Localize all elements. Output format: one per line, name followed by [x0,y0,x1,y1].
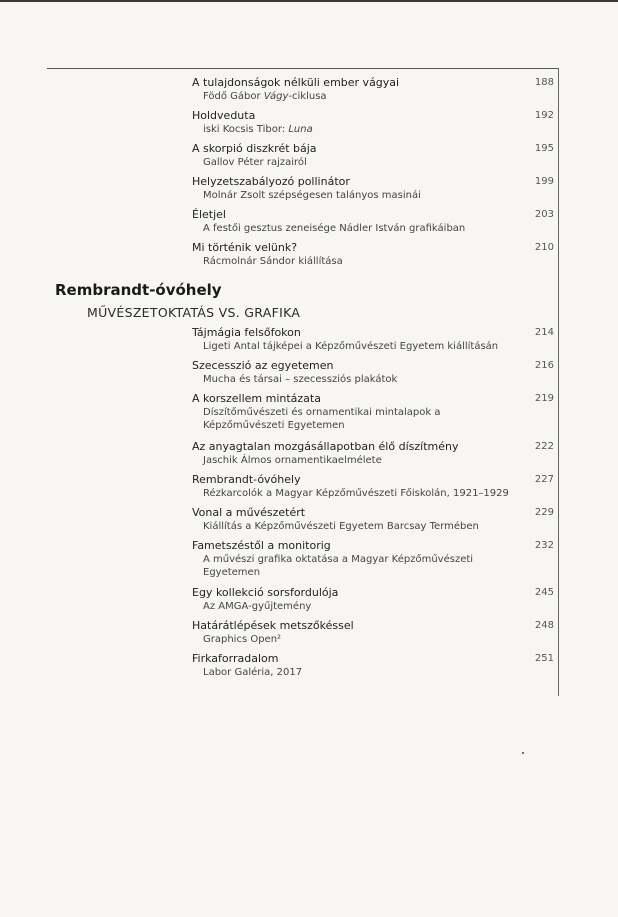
entry-title: Az anyagtalan mozgásállapotban élő díszítmény [192,440,459,453]
entry-subtitle: Graphics Open² [203,634,282,645]
subsection-title: MŰVÉSZETOKTATÁS VS. GRAFIKA [87,305,301,320]
section-title: Rembrandt-óvóhely [55,281,222,299]
entry-subtitle: Molnár Zsolt szépségesen talányos masinái [203,190,421,201]
entry-subtitle: Födő Gábor Vágy-ciklusa [203,91,327,102]
entry-title: Fametszéstől a monitorig [192,539,331,552]
entry-page: 210 [534,242,554,253]
entry-title: Helyzetszabályozó pollinátor [192,175,350,188]
toc-entry[interactable] [192,241,554,268]
entry-page: 222 [534,441,554,452]
toc-entry[interactable] [192,175,554,202]
entry-subtitle: Kiállítás a Képzőművészeti Egyetem Barcsay Termében [203,521,479,532]
toc-entry[interactable] [192,619,554,646]
entry-title: Életjel [192,208,226,221]
entry-subtitle: Az AMGA-gyűjtemény [203,601,312,612]
entry-page: 219 [534,393,554,404]
page-top-edge [0,0,618,2]
toc-entry[interactable] [192,473,554,500]
entry-title: Határátlépések metszőkéssel [192,619,354,632]
entry-page: 251 [534,653,554,664]
entry-subtitle: A festői gesztus zeneisége Nádler István grafikáiban [203,223,466,234]
entry-title: Tájmágia felsőfokon [192,326,301,339]
entry-subtitle: A művészi grafika oktatása a Magyar Képzőművészeti [203,554,474,565]
entry-title: Holdveduta [192,109,256,122]
entry-page: 245 [534,587,554,598]
entry-subtitle: Gallov Péter rajzairól [203,157,307,168]
entry-title: Vonal a művészetért [192,506,306,519]
toc-entry[interactable] [192,539,554,579]
toc-entry[interactable] [192,76,554,103]
toc-entry[interactable] [192,359,554,386]
header-rule [47,68,558,69]
entry-subtitle: iski Kocsis Tibor: Luna [203,124,313,135]
entry-page: 199 [534,176,554,187]
entry-page: 229 [534,507,554,518]
entry-page: 214 [534,327,554,338]
entry-subtitle: Ligeti Antal tájképei a Képzőművészeti Egyetem kiállításán [203,341,499,352]
entry-subtitle: Mucha és társai – szecessziós plakátok [203,374,398,385]
entry-subtitle: Rácmolnár Sándor kiállítása [203,256,343,267]
entry-title: Rembrandt-óvóhely [192,473,301,486]
toc-entry[interactable] [192,652,554,679]
entry-page: 216 [534,360,554,371]
entry-page: 232 [534,540,554,551]
entry-title: A skorpió diszkrét bája [192,142,317,155]
toc-entry[interactable] [192,142,554,169]
entry-page: 203 [534,209,554,220]
stray-mark [522,752,524,754]
margin-rule [558,68,559,696]
entry-page: 248 [534,620,554,631]
entry-title: A korszellem mintázata [192,392,321,405]
toc-entry[interactable] [192,208,554,235]
toc-entry[interactable] [192,326,554,353]
entry-subtitle: Jaschik Álmos ornamentikaelmélete [203,455,382,466]
entry-title: Szecesszió az egyetemen [192,359,334,372]
toc-entry[interactable] [192,109,554,136]
entry-title: Mi történik velünk? [192,241,298,254]
toc-entry[interactable] [192,392,554,432]
entry-page: 195 [534,143,554,154]
toc-entry[interactable] [192,506,554,533]
entry-subtitle: Díszítőművészeti és ornamentikai mintalapok a [203,407,441,418]
entry-title: Egy kollekció sorsfordulója [192,586,339,599]
toc-entry[interactable] [192,586,554,613]
entry-subtitle: Képzőművészeti Egyetemen [203,420,345,431]
entry-page: 188 [534,77,554,88]
entry-subtitle: Labor Galéria, 2017 [203,667,303,678]
toc-entry[interactable] [192,440,554,467]
entry-title: A tulajdonságok nélküli ember vágyai [192,76,400,89]
entry-title: Firkaforradalom [192,652,279,665]
entry-subtitle: Egyetemen [203,567,261,578]
entry-page: 227 [534,474,554,485]
entry-page: 192 [534,110,554,121]
entry-subtitle: Rézkarcolók a Magyar Képzőművészeti Főiskolán, 1921–1929 [203,488,509,499]
